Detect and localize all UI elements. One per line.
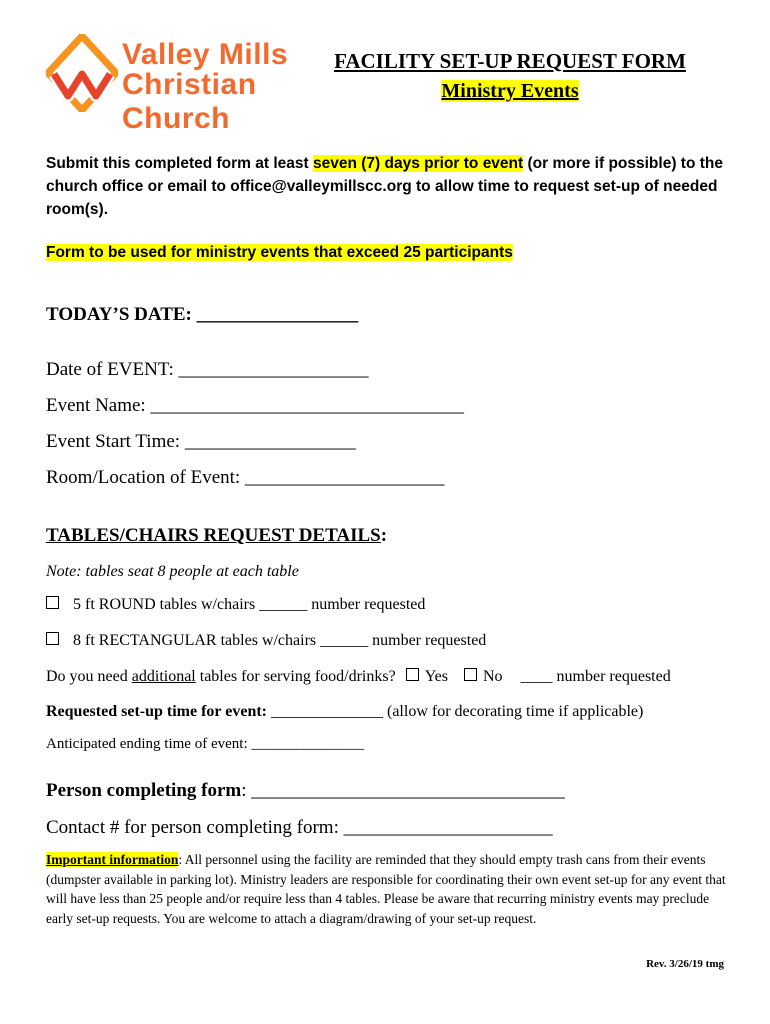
setup-time-row <box>46 703 643 721</box>
contact-number-field[interactable]: Contact # for person completing form: ______________________ <box>46 817 553 838</box>
event-name-field[interactable]: Event Name: _________________________________ <box>46 395 464 416</box>
rect-tables-label[interactable]: 8 ft RECTANGULAR tables w/chairs ______ number requested <box>73 632 487 649</box>
additional-before: Do you need <box>46 668 132 685</box>
form-subtitle-text: Ministry Events <box>441 80 579 102</box>
additional-after: tables for serving food/drinks? <box>195 668 396 685</box>
tables-heading-text: TABLES/CHAIRS REQUEST DETAILS <box>46 525 381 546</box>
logo-line-1: Valley Mills <box>122 38 289 71</box>
event-start-time-field[interactable]: Event Start Time: __________________ <box>46 431 356 452</box>
tables-heading-colon: : <box>380 525 388 546</box>
event-date-field[interactable]: Date of EVENT: ____________________ <box>46 359 369 380</box>
room-location-field[interactable]: Room/Location of Event: _____________________ <box>46 467 445 488</box>
participant-notice <box>46 244 513 262</box>
intro-deadline-highlight: seven (7) days prior to event <box>313 155 524 172</box>
setup-time-field[interactable]: ______________ (allow for decorating time if applicable) <box>267 703 644 720</box>
round-tables-row <box>46 596 425 614</box>
ending-time-field[interactable]: Anticipated ending time of event: _______________ <box>46 736 364 752</box>
checkbox-icon[interactable] <box>46 596 59 609</box>
additional-count-field[interactable]: ____ number requested <box>520 668 671 685</box>
form-subtitle <box>250 80 770 103</box>
intro-after: (or more if possible) to the church office or email to office@valleymillscc.org to allow time to request set-up of needed room(s). <box>46 155 723 218</box>
person-completing-row <box>46 780 565 802</box>
submission-instructions <box>46 152 736 221</box>
participant-notice-text: Form to be used for ministry events that exceed 25 participants <box>46 244 513 261</box>
rect-tables-row <box>46 632 486 650</box>
person-completing-field[interactable]: : _________________________________ <box>241 780 565 801</box>
round-tables-label[interactable]: 5 ft ROUND tables w/chairs ______ number requested <box>73 596 426 613</box>
table-seating-note: Note: tables seat 8 people at each table <box>46 563 299 580</box>
yes-option[interactable]: Yes <box>424 668 448 685</box>
logo-mark-icon <box>46 34 118 112</box>
form-title: FACILITY SET-UP REQUEST FORM <box>334 49 686 73</box>
intro-before: Submit this completed form at least <box>46 155 313 172</box>
checkbox-icon[interactable] <box>406 668 419 681</box>
checkbox-icon[interactable] <box>46 632 59 645</box>
todays-date-field[interactable]: TODAY’S DATE: _________________ <box>46 304 359 325</box>
no-option[interactable]: No <box>482 668 503 685</box>
revision-note: Rev. 3/26/19 tmg <box>646 958 724 970</box>
additional-word: additional <box>131 668 196 685</box>
setup-time-label: Requested set-up time for event: <box>46 703 267 720</box>
important-label: Important information <box>46 852 179 867</box>
important-information <box>46 850 726 928</box>
additional-tables-row <box>46 668 671 686</box>
logo-line-2: Christian Church <box>122 68 257 135</box>
person-completing-label: Person completing form <box>46 780 242 801</box>
important-text: : All personnel using the facility are reminded that they should empty trash cans from their events (dumpster available in parking lot). Ministry leaders are responsible for coordinating their own event set-up for any event that will have less than 25 people and/or require less than 4 tables. Please be aware that recurring ministry events may preclude early set-up requests. You are welcome to attach a diagram/drawing of your set-up request. <box>46 852 726 926</box>
checkbox-icon[interactable] <box>464 668 477 681</box>
tables-section-heading <box>46 525 387 547</box>
